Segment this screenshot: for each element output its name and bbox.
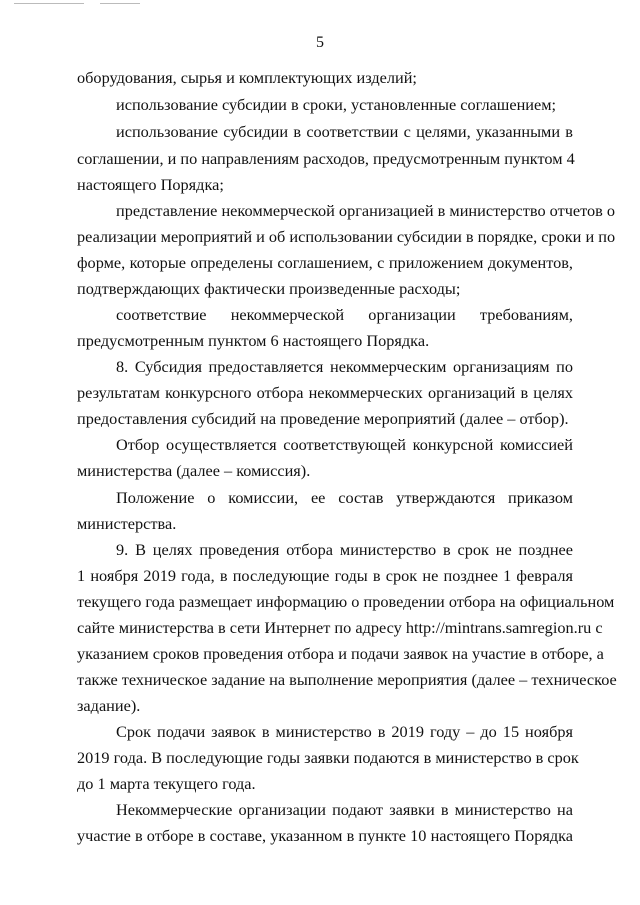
text-line: также техническое задание на выполнение мероприятия (далее – техническое bbox=[77, 670, 617, 689]
text-line: 9. В целях проведения отбора министерство в срок не позднее bbox=[116, 540, 573, 559]
text-line: оборудования, сырья и комплектующих изделий; bbox=[77, 68, 417, 87]
text-line: результатам конкурсного отбора некоммерческих организаций в целях bbox=[77, 383, 573, 402]
text-line: текущего года размещает информацию о проведении отбора на официальном bbox=[77, 592, 615, 611]
text-line: реализации мероприятий и об использовании субсидии в порядке, сроки и по bbox=[77, 227, 616, 246]
text-line: подтверждающих фактически произведенные расходы; bbox=[77, 279, 461, 298]
text-line: соответствие некоммерческой организации требованиям, bbox=[116, 305, 573, 324]
text-line: сайте министерства в сети Интернет по адресу http://mintrans.samregion.ru с bbox=[77, 618, 603, 637]
scan-speck bbox=[14, 3, 84, 4]
text-line: Некоммерческие организации подают заявки в министерство на bbox=[116, 800, 573, 819]
text-line: министерства. bbox=[77, 514, 177, 533]
text-line: министерства (далее – комиссия). bbox=[77, 461, 311, 480]
text-line: указанием сроков проведения отбора и подачи заявок на участие в отборе, а bbox=[77, 644, 604, 663]
text-line: Положение о комиссии, ее состав утверждаются приказом bbox=[116, 488, 573, 507]
text-line: настоящего Порядка; bbox=[77, 175, 224, 194]
text-line: до 1 марта текущего года. bbox=[77, 774, 256, 793]
text-line: 2019 года. В последующие годы заявки подаются в министерство в срок bbox=[77, 748, 579, 767]
text-line: задание). bbox=[77, 696, 141, 715]
text-line: 1 ноября 2019 года, в последующие годы в срок не позднее 1 февраля bbox=[77, 566, 573, 585]
page-number: 5 bbox=[316, 34, 324, 51]
text-line: представление некоммерческой организацией в министерство отчетов о bbox=[116, 201, 616, 220]
scan-speck bbox=[100, 3, 140, 4]
text-line: 8. Субсидия предоставляется некоммерческим организациям по bbox=[116, 357, 573, 376]
text-line: соглашении, и по направлениям расходов, предусмотренным пунктом 4 bbox=[77, 149, 575, 168]
scan-artifacts bbox=[0, 0, 640, 12]
text-line: участие в отборе в составе, указанном в пункте 10 настоящего Порядка bbox=[77, 826, 573, 845]
text-line: использование субсидии в сроки, установленные соглашением; bbox=[116, 95, 557, 114]
text-line: использование субсидии в соответствии с целями, указанными в bbox=[116, 122, 573, 141]
text-line: форме, которые определены соглашением, с приложением документов, bbox=[77, 253, 573, 272]
text-line: Срок подачи заявок в министерство в 2019 году – до 15 ноября bbox=[116, 722, 573, 741]
text-line: Отбор осуществляется соответствующей конкурсной комиссией bbox=[116, 435, 573, 454]
text-line: предусмотренным пунктом 6 настоящего Порядка. bbox=[77, 331, 430, 350]
text-line: предоставления субсидий на проведение мероприятий (далее – отбор). bbox=[77, 409, 569, 428]
